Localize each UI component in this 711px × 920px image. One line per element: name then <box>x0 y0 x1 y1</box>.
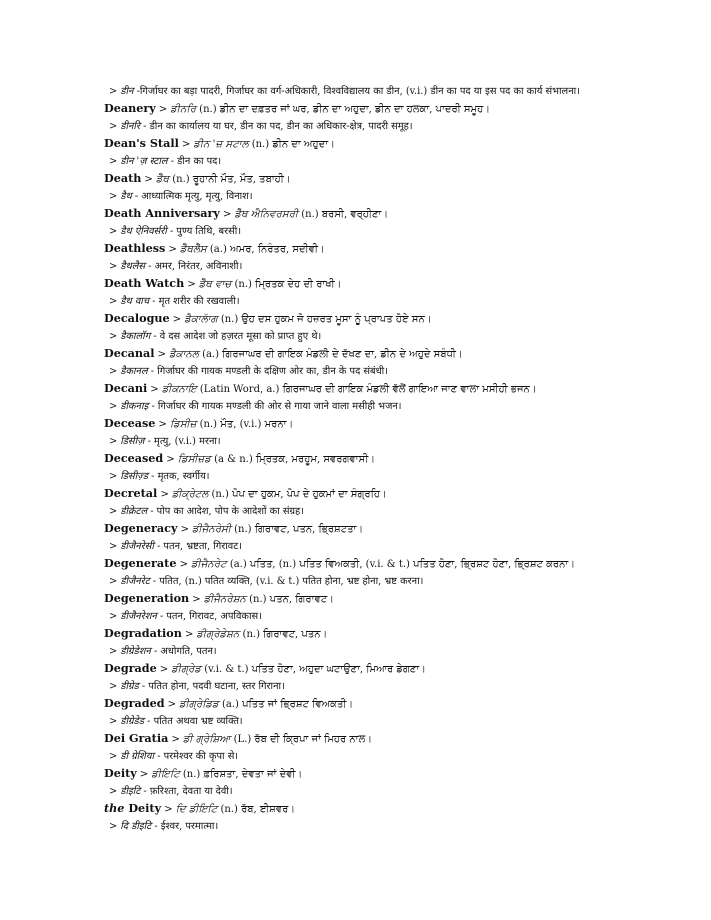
punjabi-definition: (a.) ਪਤਿਤ ਜਾਂ ਭ੍ਰਿਸ਼ਟ ਵਿਅਕਤੀ। <box>221 699 354 710</box>
arrow-marker: > <box>144 174 153 185</box>
punjabi-definition: (v.i. & t.) ਪਤਿਤ ਹੋਣਾ, ਅਹੁਦਾ ਘਟਾਉਣਾ, ਮਿਆਰ ਡੇਗਣਾ। <box>204 664 426 675</box>
hindi-pronunciation: डीजैनरेसी <box>120 541 154 552</box>
entry-hindi-line <box>104 398 689 415</box>
headword-text: Decani <box>104 381 148 395</box>
hindi-pronunciation: डीग्रेड <box>120 681 139 692</box>
hindi-definition: - मृत्यु, (v.i.) मरना। <box>147 436 221 447</box>
punjabi-pronunciation: ਡੀਜੈਨਰੇਟ <box>191 559 227 570</box>
headword <box>104 486 157 500</box>
hindi-definition: -गिर्जाघर का बड़ा पादरी, गिर्जाघर का वर्ग-अधिकारी, विश्वविद्यालय का डीन, (v.i.) डीन का पद या इस पद का कार्य संभालना। <box>136 86 580 97</box>
arrow-marker: > <box>109 296 118 307</box>
entry-punjabi-line <box>104 450 689 468</box>
punjabi-pronunciation: ਡੀਗ੍ਰੇਡ <box>171 664 201 675</box>
arrow-marker: > <box>109 261 118 272</box>
hindi-pronunciation: डी ग्रेशिया <box>120 751 155 762</box>
headword-text: Deceased <box>104 451 164 465</box>
hindi-definition: - पुण्य तिथि, बरसी। <box>169 226 242 237</box>
headword <box>104 381 147 395</box>
arrow-marker: > <box>167 699 177 710</box>
headword-text: Degeneracy <box>104 521 178 535</box>
entry-hindi-line <box>104 503 689 520</box>
arrow-marker: > <box>150 384 159 395</box>
entry-punjabi-line <box>104 170 689 188</box>
headword <box>104 346 155 360</box>
punjabi-definition: (Latin Word, a.) ਗਿਰਜਾਘਰ ਦੀ ਗਾਇਕ ਮੰਡਲੀ ਵੱਲੋਂ ਗਾਇਆ ਜਾਣ ਵਾਲਾ ਮਸੀਹੀ ਭਜਨ। <box>199 384 537 395</box>
headword <box>104 206 220 220</box>
headword <box>104 276 184 290</box>
entry-hindi-line <box>104 748 689 765</box>
hindi-pronunciation: डीक्रेटल <box>120 506 148 517</box>
punjabi-pronunciation: ਡੈਕਾਨਲ <box>169 349 199 360</box>
headword <box>104 451 163 465</box>
entry-punjabi-line <box>104 100 689 118</box>
entry-hindi-line <box>104 538 689 555</box>
arrow-marker: > <box>109 716 118 727</box>
punjabi-definition: (n.) ਉਹ ਦਸ ਹੁਕਮ ਜੋ ਹਜ਼ਰਤ ਮੂਸਾ ਨੂੰ ਪ੍ਰਾਪਤ ਹੋਏ ਸਨ। <box>220 314 432 325</box>
punjabi-pronunciation: ਡੀਜੈਨਰੇਸੀ <box>192 524 231 535</box>
punjabi-pronunciation: ਡੀਗ੍ਰੇਡਿਡ <box>179 699 219 710</box>
arrow-marker: > <box>157 349 167 360</box>
arrow-marker: > <box>159 664 169 675</box>
hindi-definition: - ईश्वर, परमात्मा। <box>154 821 219 832</box>
headword <box>104 311 170 325</box>
headword <box>104 661 157 675</box>
headword-text: Dean's Stall <box>104 136 179 150</box>
punjabi-pronunciation: ਡੀਨ 'ਜ਼ ਸਟਾਲ <box>193 139 249 150</box>
hindi-pronunciation: डीग्रेडेड <box>120 716 145 727</box>
hindi-pronunciation: डैकालॉग <box>120 331 151 342</box>
hindi-pronunciation: डीजैनरेट <box>120 576 150 587</box>
entry-punjabi-line <box>104 800 689 818</box>
arrow-marker: > <box>109 121 118 132</box>
headword-text: Decanal <box>104 346 155 360</box>
headword-text: Decalogue <box>104 311 170 325</box>
headword-text: Decease <box>104 416 156 430</box>
arrow-marker: > <box>181 139 191 150</box>
arrow-marker: > <box>109 821 118 832</box>
arrow-marker: > <box>179 559 188 570</box>
headword-text: Degeneration <box>104 591 190 605</box>
entry-punjabi-line <box>104 415 689 433</box>
headword <box>104 766 137 780</box>
arrow-marker: > <box>192 594 201 605</box>
arrow-marker: > <box>168 244 177 255</box>
entry-punjabi-line <box>104 660 689 678</box>
arrow-marker: > <box>109 191 118 202</box>
hindi-pronunciation: डैथ वाच <box>120 296 150 307</box>
headword-text: Degrade <box>104 661 157 675</box>
punjabi-definition: (n.) ਡੀਨ ਦਾ ਅਹੁਦਾ। <box>251 139 335 150</box>
arrow-marker: > <box>180 524 190 535</box>
hindi-pronunciation: डीनरि <box>120 121 140 132</box>
punjabi-pronunciation: ਡੀਇਟਿ <box>151 769 180 780</box>
headword <box>104 416 155 430</box>
arrow-marker: > <box>109 436 118 447</box>
punjabi-pronunciation: ਡਿਸੀਜ਼ <box>169 419 197 430</box>
hindi-definition: - डीन का कार्यालय या घर, डीन का पद, डीन का अधिकार-क्षेत्र, पादरी समूह। <box>143 121 413 132</box>
hindi-pronunciation: डैथ <box>120 191 132 202</box>
hindi-definition: - डीन का पद। <box>170 156 222 167</box>
entry-punjabi-line <box>104 345 689 363</box>
punjabi-definition: (L.) ਰੱਬ ਦੀ ਕ੍ਰਿਪਾ ਜਾਂ ਮਿਹਰ ਨਾਲ। <box>233 734 373 745</box>
headword-text: Death <box>104 171 142 185</box>
entry-punjabi-line <box>104 380 689 398</box>
arrow-marker: > <box>109 156 118 167</box>
hindi-pronunciation: डिसीज़्ड <box>120 471 149 482</box>
punjabi-pronunciation: ਡੈੱਥ <box>155 174 170 185</box>
arrow-marker: > <box>166 454 175 465</box>
entry-punjabi-line <box>104 555 689 573</box>
hindi-definition: - अमर, निरंतर, अविनाशी। <box>148 261 243 272</box>
headword <box>104 521 177 535</box>
entry-hindi-line <box>104 573 689 590</box>
punjabi-pronunciation: ਡੈਕਾਲਾੱਗ <box>184 314 218 325</box>
hindi-definition: - वे दस आदेश जो हज़रत मूसा को प्राप्त हुए थे। <box>153 331 322 342</box>
entry-hindi-line <box>104 293 689 310</box>
entry-hindi-line <box>104 643 689 660</box>
entry-hindi-line <box>104 118 689 135</box>
arrow-marker: > <box>158 104 168 115</box>
arrow-marker: > <box>109 646 118 657</box>
headword-text: Deity <box>128 801 162 815</box>
arrow-marker: > <box>109 576 118 587</box>
hindi-pronunciation: डीजैनरेशन <box>120 611 157 622</box>
hindi-definition: - पतित, (n.) पतित व्यक्ति, (v.i. & t.) पतित होना, भ्रष्ट होना, भ्रष्ट करना। <box>152 576 424 587</box>
entry-punjabi-line <box>104 485 689 503</box>
punjabi-definition: (a.) ਗਿਰਜਾਘਰ ਦੀ ਗਾਇਕ ਮੰਡਲੀ ਦੇ ਦੱਖਣ ਦਾ, ਡੀਨ ਦੇ ਅਹੁਦੇ ਸਬੰਧੀ। <box>202 349 463 360</box>
punjabi-definition: (a.) ਅਮਰ, ਨਿਰੰਤਰ, ਸਦੀਵੀ। <box>209 244 325 255</box>
arrow-marker: > <box>139 769 149 780</box>
headword <box>104 136 179 150</box>
arrow-marker: > <box>109 786 118 797</box>
hindi-pronunciation: डिसीज़ <box>120 436 145 447</box>
entry-hindi-line <box>104 608 689 625</box>
punjabi-definition: (n.) ਮ੍ਰਿਤਕ ਦੇਹ ਦੀ ਰਾਖੀ। <box>234 279 342 290</box>
arrow-marker: > <box>109 541 118 552</box>
arrow-marker: > <box>184 629 194 640</box>
hindi-pronunciation: डीग्रेडेशन <box>120 646 151 657</box>
hindi-definition: - पतित अथवा भ्रष्ट व्यक्ति। <box>147 716 243 727</box>
punjabi-definition: (n.) ਰੂਹਾਨੀ ਮੌਤ, ਮੌਤ, ਤਬਾਹੀ। <box>172 174 291 185</box>
arrow-marker: > <box>109 471 118 482</box>
headword <box>104 241 165 255</box>
hindi-pronunciation: डीन <box>120 86 134 97</box>
headword-text: Degradation <box>104 626 182 640</box>
arrow-marker: > <box>222 209 232 220</box>
arrow-marker: > <box>109 331 118 342</box>
hindi-definition: - मृत शरीर की रखवाली। <box>152 296 240 307</box>
entry-hindi-line <box>104 223 689 240</box>
entry-punjabi-line <box>104 730 689 748</box>
entry-punjabi-line <box>104 765 689 783</box>
hindi-pronunciation: डीइटि <box>120 786 141 797</box>
arrow-marker: > <box>172 314 182 325</box>
headword-text: Death Watch <box>104 276 185 290</box>
hindi-pronunciation: डीन 'ज़ स्टाल <box>120 156 168 167</box>
entry-hindi-line <box>104 468 689 485</box>
entry-hindi-line <box>104 783 689 800</box>
entry-punjabi-line <box>104 310 689 328</box>
headword <box>104 731 168 745</box>
headword <box>104 696 165 710</box>
punjabi-pronunciation: ਡੈੱਥ ਐਨਿਵਰਸਰੀ <box>234 209 299 220</box>
arrow-marker: > <box>160 489 169 500</box>
hindi-pronunciation: दि डीइटि <box>120 821 152 832</box>
headword <box>104 801 161 815</box>
entry-hindi-line <box>104 678 689 695</box>
hindi-definition: - पतित होना, पदवी घटाना, स्तर गिराना। <box>141 681 285 692</box>
hindi-pronunciation: डैथ ऐनिवर्सरी <box>120 226 167 237</box>
arrow-marker: > <box>164 804 173 815</box>
punjabi-definition: (n.) ਰੱਬ, ਈਸ਼ਵਰ। <box>220 804 296 815</box>
headword-prefix: the <box>104 801 125 815</box>
hindi-pronunciation: डैकानल <box>120 366 148 377</box>
punjabi-pronunciation: ਡੀਗ੍ਰੇਡੇਸ਼ਨ <box>196 629 240 640</box>
headword-text: Degenerate <box>104 556 177 570</box>
hindi-definition: - गिर्जाघर की गायक मण्डली के दक्षिण ओर का, डीन के पद संबंधी। <box>150 366 388 377</box>
punjabi-pronunciation: ਡੀਨਰਿ <box>170 104 196 115</box>
entry-list <box>104 83 689 835</box>
punjabi-pronunciation: ਡੀਜੈਨਰੇਸ਼ਨ <box>203 594 246 605</box>
entry-hindi-line <box>104 713 689 730</box>
entry-punjabi-line <box>104 240 689 258</box>
entry-punjabi-line <box>104 135 689 153</box>
headword-text: Degraded <box>104 696 165 710</box>
headword-text: Deity <box>104 766 137 780</box>
headword <box>104 171 141 185</box>
entry-hindi-line <box>104 258 689 275</box>
punjabi-definition: (n.) ਪੋਪ ਦਾ ਹੁਕਮ, ਪੋਪ ਦੇ ਹੁਕਮਾਂ ਦਾ ਸੰਗ੍ਰਹਿ। <box>211 489 387 500</box>
headword <box>104 556 176 570</box>
headword-text: Dei Gratia <box>104 731 169 745</box>
hindi-definition: - मृतक, स्वर्गीय। <box>151 471 210 482</box>
hindi-pronunciation: डैथलैस <box>120 261 145 272</box>
entry-hindi-line <box>104 328 689 345</box>
entry-punjabi-line <box>104 695 689 713</box>
punjabi-definition: (a.) ਪਤਿਤ, (n.) ਪਤਿਤ ਵਿਅਕਤੀ, (v.i. & t.) ਪਤਿਤ ਹੋਣਾ, ਭ੍ਰਿਸ਼ਟ ਹੋਣਾ, ਭ੍ਰਿਸ਼ਟ ਕਰਨਾ। <box>229 559 575 570</box>
headword <box>104 101 156 115</box>
hindi-definition: - अधोगति, पतन। <box>154 646 217 657</box>
punjabi-definition: (n.) ਮੌਤ, (v.i.) ਮਰਨਾ। <box>199 419 294 430</box>
entry-punjabi-line <box>104 275 689 293</box>
hindi-pronunciation: डीकनाइ <box>120 401 149 412</box>
hindi-definition: - परमेश्वर की कृपा से। <box>157 751 239 762</box>
headword-text: Deanery <box>104 101 156 115</box>
arrow-marker: > <box>109 681 118 692</box>
punjabi-pronunciation: ਡੀਕ੍ਰੇਟਲ <box>171 489 209 500</box>
punjabi-definition: (n.) ਗਿਰਾਵਟ, ਪਤਨ, ਭ੍ਰਿਸ਼ਟਤਾ। <box>234 524 364 535</box>
punjabi-definition: (n.) ਪਤਨ, ਗਿਰਾਵਟ। <box>249 594 334 605</box>
punjabi-pronunciation: ਦਿ ਡੀਇਟਿ <box>175 804 218 815</box>
arrow-marker: > <box>109 86 118 97</box>
punjabi-definition: (n.) ਡੀਨ ਦਾ ਦਫ਼ਤਰ ਜਾਂ ਘਰ, ਡੀਨ ਦਾ ਅਹੁਦਾ, ਡੀਨ ਦਾ ਹਲਕਾ, ਪਾਦਰੀ ਸਮੂਹ। <box>199 104 491 115</box>
entry-hindi-line <box>104 363 689 380</box>
headword-text: Deathless <box>104 241 166 255</box>
intro-hindi-line <box>104 83 689 100</box>
arrow-marker: > <box>109 611 118 622</box>
punjabi-definition: (n.) ਬਰਸੀ, ਵਰ੍ਹੀਣਾ। <box>301 209 389 220</box>
entry-hindi-line <box>104 433 689 450</box>
entry-punjabi-line <box>104 205 689 223</box>
punjabi-pronunciation: ਡਿਸੀਜ਼ਡ <box>177 454 211 465</box>
punjabi-definition: (n.) ਗਿਰਾਵਟ, ਪਤਨ। <box>242 629 328 640</box>
arrow-marker: > <box>109 226 118 237</box>
entry-punjabi-line <box>104 625 689 643</box>
hindi-definition: - पोप का आदेश, पोप के आदेशों का संग्रह। <box>150 506 304 517</box>
headword <box>104 626 182 640</box>
headword-text: Decretal <box>104 486 158 500</box>
arrow-marker: > <box>158 419 167 430</box>
hindi-definition: - आध्यात्मिक मृत्यु, मृत्यु, विनाश। <box>134 191 253 202</box>
arrow-marker: > <box>109 366 118 377</box>
entry-hindi-line <box>104 818 689 835</box>
arrow-marker: > <box>109 401 118 412</box>
hindi-definition: - फ़रिश्ता, देवता या देवी। <box>143 786 233 797</box>
punjabi-pronunciation: ਡੀਕਨਾਇ <box>161 384 197 395</box>
arrow-marker: > <box>109 751 118 762</box>
hindi-definition: - पतन, गिरावट, अपविकास। <box>159 611 262 622</box>
entry-hindi-line <box>104 153 689 170</box>
hindi-definition: - पतन, भ्रष्टता, गिरावट। <box>157 541 242 552</box>
entry-punjabi-line <box>104 590 689 608</box>
headword-text: Death Anniversary <box>104 206 220 220</box>
arrow-marker: > <box>187 279 196 290</box>
headword <box>104 591 189 605</box>
entry-punjabi-line <box>104 520 689 538</box>
punjabi-definition: (a & n.) ਮ੍ਰਿਤਕ, ਮਰਹੂਮ, ਸਵਰਗਵਾਸੀ। <box>214 454 375 465</box>
hindi-definition: - गिर्जाघर की गायक मण्डली की ओर से गाया जाने वाला मसीही भजन। <box>151 401 402 412</box>
entry-hindi-line <box>104 188 689 205</box>
arrow-marker: > <box>171 734 180 745</box>
arrow-marker: > <box>109 506 118 517</box>
punjabi-pronunciation: ਡੈੱਥਲੈੱਸ <box>179 244 207 255</box>
punjabi-pronunciation: ਡੈੱਥ ਵਾਚ <box>198 279 232 290</box>
punjabi-pronunciation: ਡੀ ਗ੍ਰੇਸ਼ਿਆ <box>182 734 231 745</box>
punjabi-definition: (n.) ਫ਼ਰਿਸ਼ਤਾ, ਦੇਵਤਾ ਜਾਂ ਦੇਵੀ। <box>182 769 303 780</box>
